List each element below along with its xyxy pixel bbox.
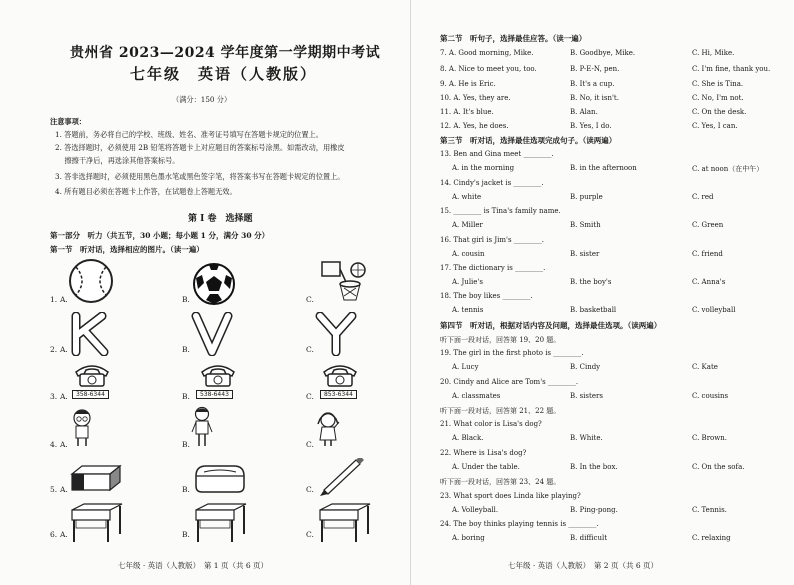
note-3: 3. 答非选择题时，必须使用黑色墨水笔或黑色签字笔，将答案书写在答题卡规定的位置上。 (55, 172, 345, 181)
pencil-icon (316, 458, 366, 498)
q15: 15. ________ is Tina's family name. (440, 207, 561, 215)
row5-a-label: A. (60, 485, 68, 494)
row3-b-label: B. (182, 392, 190, 401)
row5-num: 5. (50, 485, 58, 494)
section2-title: 第二节 听句子，选择最佳应答。（读一遍） (440, 34, 587, 43)
row4-b-label: B. (182, 440, 190, 449)
row2-c-label: C. (306, 345, 314, 354)
left-footer: 七年级 · 英语（人教版） 第 1 页（共 6 页） (118, 561, 268, 570)
q16-c: C. friend (692, 250, 723, 258)
phone-number-b: 538-6443 (196, 390, 233, 399)
q17: 17. The dictionary is ________. (440, 264, 546, 272)
notes-title: 注意事项： (50, 117, 86, 126)
row1-a-label: A. (60, 295, 68, 304)
q8-c: C. I'm fine, thank you. (692, 65, 771, 73)
q15-c: C. Green (692, 221, 724, 229)
row2-a-label: A. (60, 345, 68, 354)
q13: 13. Ben and Gina meet ________. (440, 150, 554, 158)
part1-title: 第一部分 听力（共五节，30 小题；每小题 1 分，满分 30 分） (50, 231, 270, 240)
section1-title: 第一节 听对话，选择相应的图片。（读一遍） (50, 245, 204, 254)
q7-b: B. Goodbye, Mike. (570, 49, 636, 57)
q23-c: C. Tennis. (692, 506, 727, 514)
q9: 9. A. He is Eric. (440, 80, 496, 88)
note-4: 4. 所有题目必须在答题卡上作答，在试题卷上答题无效。 (55, 187, 237, 196)
q10: 10. A. Yes, they are. (440, 94, 511, 102)
row6-a-label: A. (60, 530, 68, 539)
q15-a: A. Miller (452, 221, 483, 229)
q7: 7. A. Good morning, Mike. (440, 49, 534, 57)
row3-num: 3. (50, 392, 58, 401)
row4-a-label: A. (60, 440, 68, 449)
q24-a: A. boring (452, 534, 485, 542)
q20-b: B. sisters (570, 392, 603, 400)
q21-a: A. Black. (452, 434, 484, 442)
row3-c-label: C. (306, 392, 314, 401)
q20-a: A. classmates (452, 392, 501, 400)
q21-b: B. White. (570, 434, 603, 442)
q19-c: C. Kate (692, 363, 718, 371)
q16-b: B. sister (570, 250, 600, 258)
letter-k-icon (68, 312, 112, 356)
q22-a: A. Under the table. (452, 463, 520, 471)
q21-c: C. Brown. (692, 434, 727, 442)
basketball-hoop-icon (320, 260, 370, 308)
q13-b: B. in the afternoon (570, 164, 637, 172)
desk-chair-icon (192, 502, 250, 544)
q24-b: B. difficult (570, 534, 608, 542)
row6-num: 6. (50, 530, 58, 539)
girl-waving-icon (316, 410, 340, 448)
soccer-ball-icon (192, 262, 236, 306)
letter-y-icon (314, 312, 358, 356)
telephone-icon (70, 360, 114, 388)
row4-c-label: C. (306, 440, 314, 449)
exam-score: （满分：150 分） (172, 95, 232, 104)
right-page (410, 0, 794, 585)
intro-23-24: 听下面一段对话，回答第 23、24 题。 (440, 478, 561, 486)
telephone-icon (318, 360, 362, 388)
q23: 23. What sport does Linda like playing? (440, 492, 581, 500)
q10-b: B. No, it isn't. (570, 94, 619, 102)
q16-a: A. cousin (452, 250, 485, 258)
q22-c: C. On the sofa. (692, 463, 745, 471)
q9-b: B. It's a cup. (570, 80, 615, 88)
q18-c: C. volleyball (692, 306, 736, 314)
q9-c: C. She is Tina. (692, 80, 744, 88)
row5-c-label: C. (306, 485, 314, 494)
q11-b: B. Alan. (570, 108, 598, 116)
row4-num: 4. (50, 440, 58, 449)
q14-b: B. purple (570, 193, 603, 201)
q8-b: B. P-E-N, pen. (570, 65, 620, 73)
note-2: 2. 答选择题时，必须使用 2B 铅笔将答题卡上对应题目的答案标号涂黑。如需改动，用橡皮 (55, 143, 345, 152)
q12-b: B. Yes, I do. (570, 122, 612, 130)
q19-a: A. Lucy (452, 363, 479, 371)
q13-c: C. at noon（在中午） (692, 165, 764, 173)
intro-21-22: 听下面一段对话，回答第 21、22 题。 (440, 407, 561, 415)
phone-number-c: 853-6344 (320, 390, 357, 399)
q24-c: C. relaxing (692, 534, 731, 542)
telephone-icon (196, 360, 240, 388)
q23-b: B. Ping-pong. (570, 506, 618, 514)
boy-glasses-icon (70, 408, 94, 448)
section3-title: 第三节 听对话，选择最佳选项完成句子。（读两遍） (440, 136, 617, 145)
q18-a: A. tennis (452, 306, 484, 314)
q19: 19. The girl in the first photo is ________. (440, 349, 584, 357)
q17-a: A. Julie's (452, 278, 483, 286)
desk-chair-icon (316, 502, 374, 544)
q19-b: B. Cindy (570, 363, 601, 371)
q14: 14. Cindy's jacket is ________. (440, 179, 544, 187)
exam-subtitle: 七年级 英语（人教版） (130, 65, 318, 83)
q12: 12. A. Yes, he does. (440, 122, 509, 130)
intro-19-20: 听下面一段对话，回答第 19、20 题。 (440, 336, 561, 344)
volume-title: 第 I 卷 选择题 (188, 214, 253, 224)
phone-number-a: 358-6344 (72, 390, 109, 399)
q21: 21. What color is Lisa's dog? (440, 420, 542, 428)
section4-title: 第四节 听对话，根据对话内容及问题，选择最佳选项。（读两遍） (440, 321, 662, 330)
row1-c-label: C. (306, 295, 314, 304)
q18: 18. The boy likes ________. (440, 292, 533, 300)
desk-chair-icon (68, 502, 126, 544)
q22-b: B. In the box. (570, 463, 618, 471)
q20: 20. Cindy and Alice are Tom's ________. (440, 378, 579, 386)
q18-b: B. basketball (570, 306, 617, 314)
q20-c: C. cousins (692, 392, 729, 400)
note-1: 1. 答题前，务必将自己的学校、班级、姓名、准考证号填写在答题卡规定的位置上。 (55, 130, 323, 139)
row1-b-label: B. (182, 295, 190, 304)
row6-b-label: B. (182, 530, 190, 539)
q23-a: A. Volleyball. (452, 506, 499, 514)
q15-b: B. Smith (570, 221, 601, 229)
note-2b: 擦擦干净后，再选涂其他答案标号。 (55, 156, 180, 165)
q7-c: C. Hi, Mike. (692, 49, 735, 57)
row2-b-label: B. (182, 345, 190, 354)
exam-title: 贵州省 2023—2024 学年度第一学期期中考试 (70, 45, 381, 61)
row5-b-label: B. (182, 485, 190, 494)
row3-a-label: A. (60, 392, 68, 401)
q11-c: C. On the desk. (692, 108, 747, 116)
q14-c: C. red (692, 193, 714, 201)
q12-c: C. Yes, I can. (692, 122, 738, 130)
q17-c: C. Anna's (692, 278, 726, 286)
eraser-icon (68, 462, 124, 496)
row1-a: 1. (50, 295, 58, 304)
q8: 8. A. Nice to meet you, too. (440, 65, 537, 73)
q10-c: C. No, I'm not. (692, 94, 744, 102)
letter-v-icon (190, 312, 234, 356)
q11: 11. A. It's blue. (440, 108, 494, 116)
q24: 24. The boy thinks playing tennis is ________. (440, 520, 599, 528)
boy-standing-icon (190, 406, 214, 448)
row6-c-label: C. (306, 530, 314, 539)
q14-a: A. white (452, 193, 482, 201)
baseball-icon (68, 258, 114, 304)
q16: 16. That girl is Jim's ________. (440, 236, 544, 244)
pencil-case-icon (192, 462, 248, 496)
q22: 22. Where is Lisa's dog? (440, 449, 527, 457)
right-footer: 七年级 · 英语（人教版） 第 2 页（共 6 页） (508, 561, 658, 570)
q17-b: B. the boy's (570, 278, 612, 286)
q13-a: A. in the morning (452, 164, 515, 172)
row2-num: 2. (50, 345, 58, 354)
